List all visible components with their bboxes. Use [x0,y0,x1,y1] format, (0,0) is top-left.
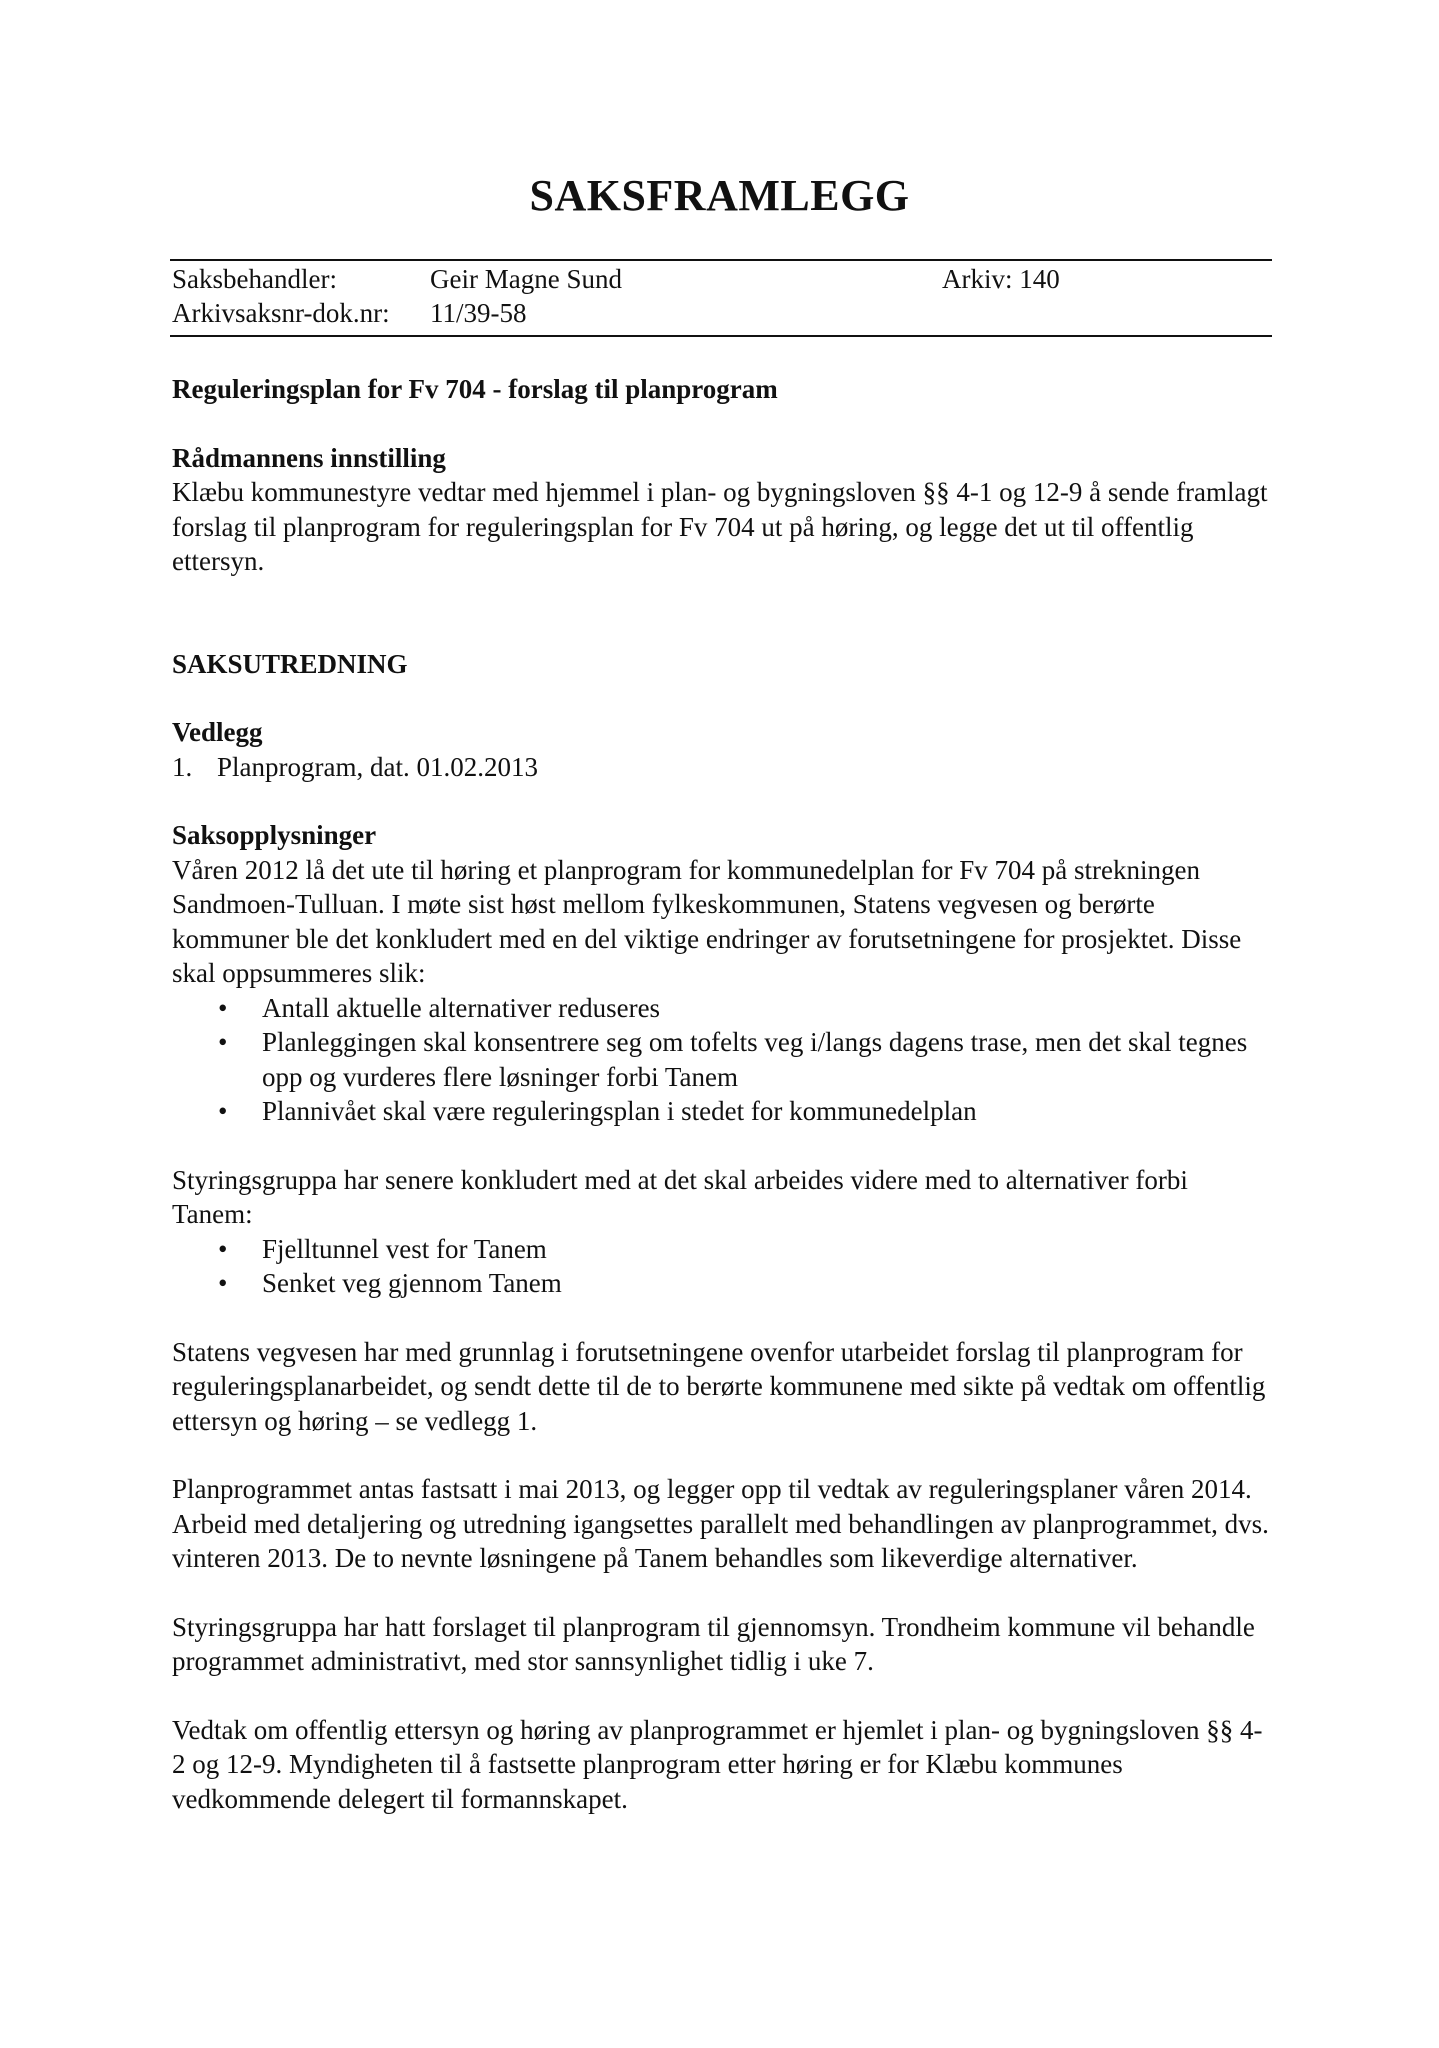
arkivsaksnr-value: 11/39-58 [430,298,527,328]
list-item-text: Fjelltunnel vest for Tanem [262,1233,547,1264]
list-item-text: Antall aktuelle alternativer reduseres [262,992,661,1023]
vedlegg-item [172,750,1272,785]
vedlegg-item-number: 1. [172,751,193,782]
gjennomsyn-paragraph: Styringsgruppa har hatt forslaget til planprogram til gjennomsyn. Trondheim kommune vil behandle programmet administrativt, med stor sannsynlighet tidlig i uke 7. [172,1611,1255,1676]
meta-row-saksbehandler [172,264,1272,298]
list-item-text: Plannivået skal være reguleringsplan i stedet for kommunedelplan [262,1096,977,1126]
header-top-rule [170,259,1272,261]
styringsgruppa-paragraph: Styringsgruppa har senere konkludert med at det skal arbeides videre med to alternativer forbi Tanem: [172,1164,1188,1229]
list-item [172,1266,1272,1301]
document-body [172,372,1272,1816]
list-item [172,1232,1272,1267]
innstilling-heading: Rådmannens innstilling [172,442,446,473]
vedlegg-list [172,750,1272,785]
innstilling-text: Klæbu kommunestyre vedtar med hjemmel i plan- og bygningsloven §§ 4-1 og 12-9 å sende framlagt forslag til planprogram for reguleringsplan for Fv 704 ut på høring, og legge det ut til offentlig ettersyn. [172,477,1268,576]
saksbehandler-value: Geir Magne Sund [430,264,622,294]
arkivsaksnr-label: Arkivsaksnr-dok.nr: [172,298,390,328]
saksbehandler-label: Saksbehandler: [172,264,337,294]
vedlegg-heading: Vedlegg [172,717,263,747]
statens-vegvesen-paragraph: Statens vegvesen har med grunnlag i forutsetningene ovenfor utarbeidet forslag til planprogram for reguleringsplanarbeidet, og sendt dette til de to berørte kommunene med sikte på vedtak om offentlig ettersyn og høring – se vedlegg 1. [172,1336,1266,1436]
bullet-icon: • [218,1233,228,1264]
list-item [172,1094,1272,1129]
subject-heading: Reguleringsplan for Fv 704 - forslag til planprogram [172,374,778,404]
arkiv-value: Arkiv: 140 [942,264,1060,294]
planprogrammet-paragraph: Planprogrammet antas fastsatt i mai 2013, og legger opp til vedtak av reguleringsplaner våren 2014. Arbeid med detaljering og utredning igangsettes parallelt med behandlingen av planprogrammet, dvs. vinteren 2013. De to nevnte løsningene på Tanem behandles som likeverdige alternativer. [172,1474,1269,1573]
meta-row-arkivsaksnr [172,298,1272,332]
bullet-list-changes [172,991,1272,1129]
list-item-text: Senket veg gjennom Tanem [262,1268,562,1298]
bullet-icon: • [218,992,228,1023]
list-item [172,1025,1272,1094]
header-bottom-rule [170,335,1272,337]
document-title: SAKSFRAMLEGG [529,171,910,220]
list-item-text: Planleggingen skal konsentrere seg om tofelts veg i/langs dagens trase, men det skal tegnes opp og vurderes flere løsninger forbi Tanem [262,1027,1248,1092]
list-item [172,991,1272,1026]
bullet-icon: • [218,1268,228,1298]
bullet-icon: • [218,1027,228,1057]
bullet-icon: • [218,1096,228,1126]
vedtak-paragraph: Vedtak om offentlig ettersyn og høring av planprogrammet er hjemlet i plan- og bygningsloven §§ 4-2 og 12-9. Myndigheten til å fastsette planprogram etter høring er for Klæbu kommunes vedkommende delegert til formannskapet. [172,1714,1263,1814]
vedlegg-item-text: Planprogram, dat. 01.02.2013 [217,751,538,782]
bullet-list-alternatives [172,1232,1272,1301]
saksutredning-heading: SAKSUTREDNING [172,648,408,679]
saksopplysninger-intro: Våren 2012 lå det ute til høring et planprogram for kommunedelplan for Fv 704 på strekningen Sandmoen-Tulluan. I møte sist høst mellom fylkeskommunen, Statens vegvesen og berørte kommuner ble det konkludert med en del viktige endringer av forutsetningene for prosjektet. Disse skal oppsummeres slik: [172,854,1242,988]
saksopplysninger-heading: Saksopplysninger [172,820,377,850]
